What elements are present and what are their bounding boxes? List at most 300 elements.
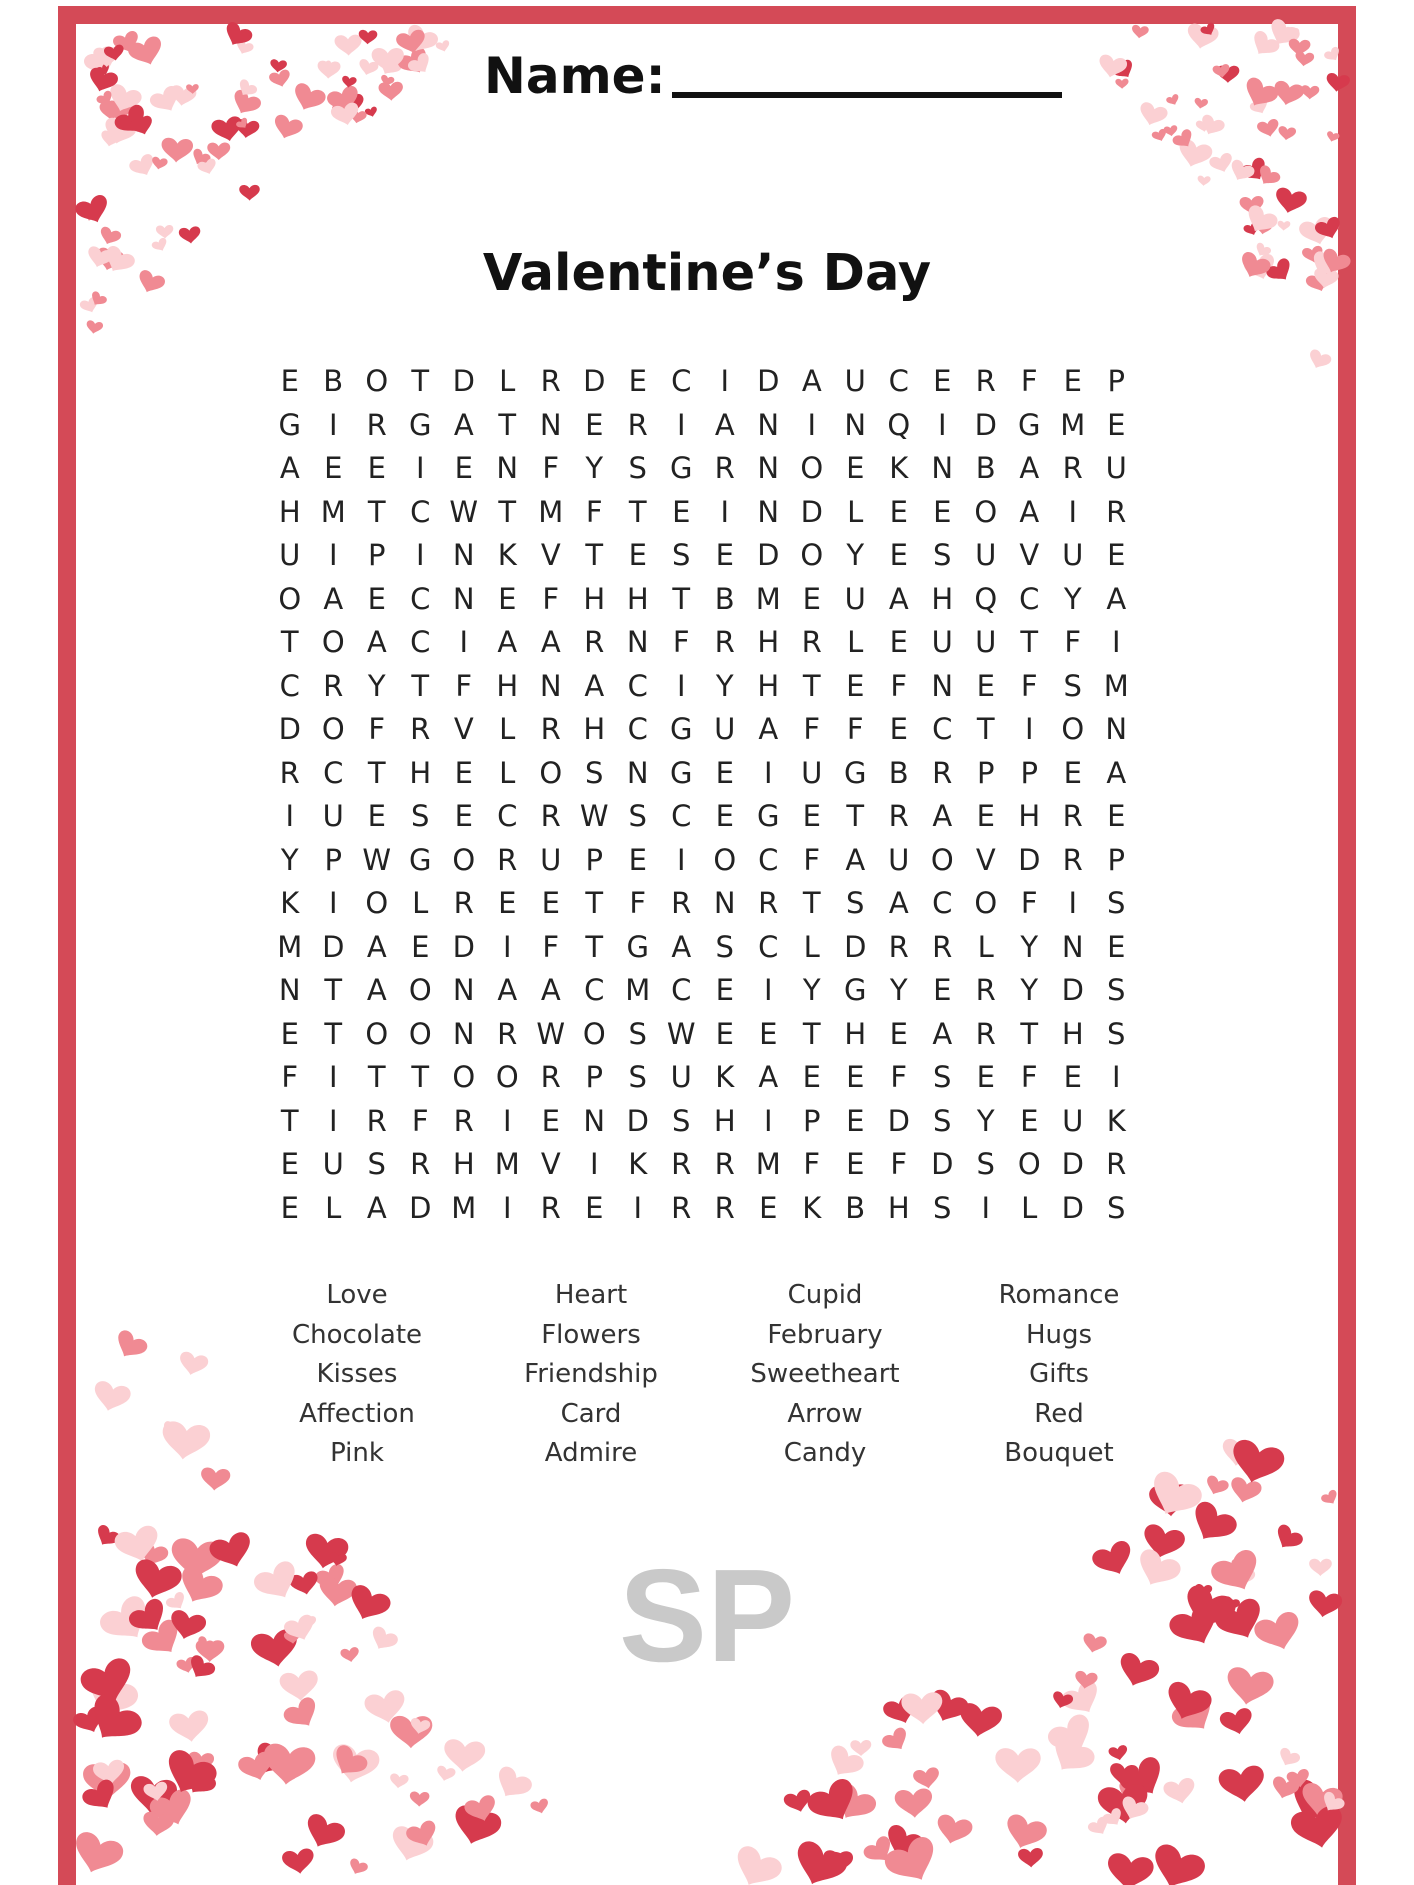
grid-letter[interactable]: E bbox=[933, 494, 952, 529]
grid-letter[interactable]: L bbox=[412, 886, 429, 920]
grid-letter[interactable]: F bbox=[585, 494, 603, 529]
grid-letter[interactable]: M bbox=[625, 973, 651, 1007]
grid-letter[interactable]: T bbox=[498, 407, 517, 442]
grid-letter[interactable]: F bbox=[1020, 668, 1038, 703]
grid-letter[interactable]: F bbox=[803, 1147, 821, 1181]
grid-letter[interactable]: T bbox=[498, 494, 517, 529]
grid-letter[interactable]: R bbox=[671, 1190, 692, 1225]
grid-letter[interactable]: I bbox=[633, 1190, 643, 1225]
grid-letter[interactable]: R bbox=[1062, 799, 1083, 833]
grid-letter[interactable]: S bbox=[1107, 1016, 1126, 1051]
grid-letter[interactable]: E bbox=[628, 364, 647, 398]
grid-letter[interactable]: S bbox=[672, 538, 691, 572]
grid-letter[interactable]: U bbox=[322, 799, 344, 833]
grid-letter[interactable]: E bbox=[715, 538, 734, 572]
grid-letter[interactable]: E bbox=[367, 451, 386, 485]
grid-letter[interactable]: I bbox=[589, 1147, 599, 1181]
grid-letter[interactable]: G bbox=[626, 929, 649, 964]
grid-letter[interactable]: E bbox=[1063, 1060, 1082, 1094]
grid-letter[interactable]: B bbox=[975, 451, 996, 485]
grid-letter[interactable]: U bbox=[714, 712, 736, 746]
grid-letter[interactable]: N bbox=[539, 407, 562, 442]
grid-letter[interactable]: A bbox=[845, 842, 866, 877]
grid-letter[interactable]: U bbox=[1062, 1103, 1084, 1138]
grid-letter[interactable]: L bbox=[1021, 1190, 1038, 1225]
grid-letter[interactable]: A bbox=[323, 581, 344, 616]
grid-letter[interactable]: K bbox=[628, 1147, 648, 1181]
grid-letter[interactable]: C bbox=[627, 668, 648, 703]
grid-letter[interactable]: A bbox=[366, 929, 387, 964]
grid-letter[interactable]: G bbox=[757, 799, 780, 833]
grid-letter[interactable]: D bbox=[887, 1103, 910, 1138]
grid-letter[interactable]: V bbox=[540, 1147, 561, 1181]
grid-letter[interactable]: Y bbox=[367, 668, 386, 703]
grid-letter[interactable]: A bbox=[888, 581, 909, 616]
grid-letter[interactable]: C bbox=[671, 799, 692, 833]
grid-letter[interactable]: E bbox=[280, 1147, 299, 1181]
grid-letter[interactable]: E bbox=[933, 973, 952, 1007]
grid-letter[interactable]: I bbox=[415, 451, 425, 485]
grid-letter[interactable]: L bbox=[847, 494, 864, 529]
grid-letter[interactable]: N bbox=[583, 1103, 606, 1138]
grid-letter[interactable]: S bbox=[846, 886, 865, 920]
grid-letter[interactable]: G bbox=[670, 755, 693, 790]
grid-letter[interactable]: R bbox=[1062, 842, 1083, 877]
grid-letter[interactable]: N bbox=[713, 886, 736, 920]
grid-letter[interactable]: V bbox=[540, 538, 561, 572]
grid-letter[interactable]: E bbox=[846, 668, 865, 703]
grid-letter[interactable]: G bbox=[409, 407, 432, 442]
grid-letter[interactable]: Q bbox=[887, 407, 911, 442]
grid-letter[interactable]: S bbox=[1107, 1190, 1126, 1225]
grid-letter[interactable]: E bbox=[715, 973, 734, 1007]
grid-letter[interactable]: U bbox=[844, 581, 866, 616]
grid-letter[interactable]: K bbox=[497, 538, 517, 572]
grid-letter[interactable]: S bbox=[628, 451, 647, 485]
grid-letter[interactable]: E bbox=[802, 581, 821, 616]
grid-letter[interactable]: N bbox=[452, 1016, 475, 1051]
grid-letter[interactable]: E bbox=[367, 799, 386, 833]
grid-letter[interactable]: E bbox=[280, 364, 299, 398]
grid-letter[interactable]: R bbox=[714, 625, 735, 659]
grid-letter[interactable]: E bbox=[1107, 929, 1126, 964]
grid-letter[interactable]: S bbox=[367, 1147, 386, 1181]
grid-letter[interactable]: C bbox=[932, 712, 953, 746]
grid-letter[interactable]: Y bbox=[976, 1103, 995, 1138]
grid-letter[interactable]: R bbox=[714, 1147, 735, 1181]
grid-letter[interactable]: T bbox=[628, 494, 647, 529]
grid-letter[interactable]: S bbox=[933, 538, 952, 572]
grid-letter[interactable]: I bbox=[502, 929, 512, 964]
grid-letter[interactable]: U bbox=[1062, 538, 1084, 572]
grid-letter[interactable]: Y bbox=[1020, 973, 1039, 1007]
grid-letter[interactable]: C bbox=[758, 842, 779, 877]
grid-letter[interactable]: D bbox=[1061, 1147, 1084, 1181]
grid-letter[interactable]: U bbox=[279, 538, 301, 572]
grid-letter[interactable]: P bbox=[1020, 755, 1038, 790]
grid-letter[interactable]: V bbox=[453, 712, 474, 746]
grid-letter[interactable]: R bbox=[453, 886, 474, 920]
grid-letter[interactable]: A bbox=[671, 929, 692, 964]
grid-letter[interactable]: C bbox=[932, 886, 953, 920]
grid-letter[interactable]: C bbox=[410, 494, 431, 529]
grid-letter[interactable]: D bbox=[452, 364, 475, 398]
grid-letter[interactable]: R bbox=[1106, 494, 1127, 529]
grid-letter[interactable]: N bbox=[278, 973, 301, 1007]
grid-letter[interactable]: F bbox=[542, 581, 560, 616]
grid-letter[interactable]: T bbox=[411, 668, 430, 703]
grid-letter[interactable]: E bbox=[280, 1016, 299, 1051]
grid-letter[interactable]: A bbox=[366, 973, 387, 1007]
grid-letter[interactable]: R bbox=[932, 929, 953, 964]
grid-letter[interactable]: R bbox=[671, 1147, 692, 1181]
grid-letter[interactable]: R bbox=[1106, 1147, 1127, 1181]
grid-letter[interactable]: S bbox=[1107, 886, 1126, 920]
grid-letter[interactable]: C bbox=[410, 581, 431, 616]
grid-letter[interactable]: U bbox=[975, 625, 997, 659]
grid-letter[interactable]: K bbox=[280, 886, 300, 920]
grid-letter[interactable]: S bbox=[411, 799, 430, 833]
grid-letter[interactable]: R bbox=[975, 973, 996, 1007]
grid-letter[interactable]: H bbox=[583, 712, 606, 746]
grid-letter[interactable]: C bbox=[1019, 581, 1040, 616]
grid-letter[interactable]: E bbox=[585, 1190, 604, 1225]
grid-letter[interactable]: E bbox=[1020, 1103, 1039, 1138]
grid-letter[interactable]: A bbox=[1019, 494, 1040, 529]
grid-letter[interactable]: I bbox=[328, 1060, 338, 1094]
grid-letter[interactable]: F bbox=[803, 712, 821, 746]
grid-letter[interactable]: F bbox=[281, 1060, 299, 1094]
grid-letter[interactable]: S bbox=[628, 799, 647, 833]
grid-letter[interactable]: D bbox=[974, 407, 997, 442]
grid-letter[interactable]: E bbox=[585, 407, 604, 442]
grid-letter[interactable]: I bbox=[763, 755, 773, 790]
grid-letter[interactable]: G bbox=[409, 842, 432, 877]
grid-letter[interactable]: U bbox=[540, 842, 562, 877]
grid-letter[interactable]: O bbox=[321, 712, 345, 746]
grid-letter[interactable]: R bbox=[410, 1147, 431, 1181]
grid-letter[interactable]: I bbox=[502, 1103, 512, 1138]
grid-letter[interactable]: U bbox=[888, 842, 910, 877]
grid-letter[interactable]: B bbox=[714, 581, 735, 616]
grid-letter[interactable]: N bbox=[1105, 712, 1128, 746]
grid-letter[interactable]: N bbox=[539, 668, 562, 703]
grid-letter[interactable]: F bbox=[890, 1060, 908, 1094]
grid-letter[interactable]: H bbox=[757, 668, 780, 703]
grid-letter[interactable]: N bbox=[452, 973, 475, 1007]
grid-letter[interactable]: H bbox=[626, 581, 649, 616]
grid-letter[interactable]: H bbox=[1061, 1016, 1084, 1051]
grid-letter[interactable]: C bbox=[323, 755, 344, 790]
grid-letter[interactable]: D bbox=[278, 712, 301, 746]
grid-letter[interactable]: A bbox=[540, 973, 561, 1007]
grid-letter[interactable]: H bbox=[278, 494, 301, 529]
grid-letter[interactable]: S bbox=[672, 1103, 691, 1138]
grid-letter[interactable]: T bbox=[802, 668, 821, 703]
grid-letter[interactable]: I bbox=[763, 1103, 773, 1138]
grid-letter[interactable]: G bbox=[278, 407, 301, 442]
grid-letter[interactable]: R bbox=[888, 929, 909, 964]
grid-letter[interactable]: D bbox=[844, 929, 867, 964]
grid-letter[interactable]: T bbox=[324, 973, 343, 1007]
grid-letter[interactable]: R bbox=[714, 1190, 735, 1225]
grid-letter[interactable]: A bbox=[932, 799, 953, 833]
grid-letter[interactable]: I bbox=[1111, 625, 1121, 659]
grid-letter[interactable]: E bbox=[454, 451, 473, 485]
grid-letter[interactable]: Y bbox=[280, 842, 299, 877]
grid-letter[interactable]: O bbox=[321, 625, 345, 659]
grid-letter[interactable]: E bbox=[889, 538, 908, 572]
grid-letter[interactable]: A bbox=[497, 973, 518, 1007]
grid-letter[interactable]: I bbox=[1111, 1060, 1121, 1094]
grid-letter[interactable]: U bbox=[975, 538, 997, 572]
grid-letter[interactable]: O bbox=[539, 755, 563, 790]
grid-letter[interactable]: S bbox=[715, 929, 734, 964]
grid-letter[interactable]: D bbox=[1061, 1190, 1084, 1225]
grid-letter[interactable]: I bbox=[720, 494, 730, 529]
grid-letter[interactable]: L bbox=[977, 929, 994, 964]
grid-letter[interactable]: T bbox=[280, 625, 299, 659]
grid-letter[interactable]: W bbox=[362, 842, 392, 877]
grid-letter[interactable]: T bbox=[411, 1060, 430, 1094]
grid-letter[interactable]: O bbox=[365, 1016, 389, 1051]
grid-letter[interactable]: O bbox=[800, 538, 824, 572]
grid-letter[interactable]: D bbox=[800, 494, 823, 529]
grid-letter[interactable]: I bbox=[328, 1103, 338, 1138]
grid-letter[interactable]: L bbox=[499, 755, 516, 790]
grid-letter[interactable]: U bbox=[801, 755, 823, 790]
grid-letter[interactable]: G bbox=[1018, 407, 1041, 442]
grid-letter[interactable]: E bbox=[1063, 755, 1082, 790]
grid-letter[interactable]: I bbox=[676, 668, 686, 703]
grid-letter[interactable]: F bbox=[542, 929, 560, 964]
grid-letter[interactable]: E bbox=[846, 1147, 865, 1181]
grid-letter[interactable]: D bbox=[757, 364, 780, 398]
grid-letter[interactable]: H bbox=[931, 581, 954, 616]
grid-letter[interactable]: C bbox=[584, 973, 605, 1007]
grid-letter[interactable]: M bbox=[538, 494, 564, 529]
grid-letter[interactable]: U bbox=[1105, 451, 1127, 485]
grid-letter[interactable]: R bbox=[584, 625, 605, 659]
grid-letter[interactable]: R bbox=[540, 1190, 561, 1225]
grid-letter[interactable]: E bbox=[324, 451, 343, 485]
grid-letter[interactable]: C bbox=[410, 625, 431, 659]
grid-letter[interactable]: P bbox=[1107, 364, 1125, 398]
grid-letter[interactable]: W bbox=[666, 1016, 696, 1051]
grid-letter[interactable]: E bbox=[846, 1103, 865, 1138]
grid-letter[interactable]: Q bbox=[974, 581, 998, 616]
grid-letter[interactable]: N bbox=[931, 451, 954, 485]
grid-letter[interactable]: T bbox=[324, 1016, 343, 1051]
grid-letter[interactable]: K bbox=[715, 1060, 735, 1094]
grid-letter[interactable]: M bbox=[755, 1147, 781, 1181]
grid-letter[interactable]: N bbox=[452, 581, 475, 616]
grid-letter[interactable]: M bbox=[1103, 668, 1129, 703]
grid-letter[interactable]: T bbox=[585, 538, 604, 572]
grid-letter[interactable]: H bbox=[844, 1016, 867, 1051]
grid-letter[interactable]: O bbox=[452, 842, 476, 877]
grid-letter[interactable]: E bbox=[802, 799, 821, 833]
grid-letter[interactable]: G bbox=[844, 755, 867, 790]
grid-letter[interactable]: C bbox=[888, 364, 909, 398]
grid-letter[interactable]: Y bbox=[585, 451, 604, 485]
grid-letter[interactable]: O bbox=[930, 842, 954, 877]
grid-letter[interactable]: E bbox=[715, 1016, 734, 1051]
grid-letter[interactable]: B bbox=[323, 364, 344, 398]
grid-letter[interactable]: L bbox=[499, 364, 516, 398]
grid-letter[interactable]: T bbox=[367, 755, 386, 790]
grid-letter[interactable]: Y bbox=[715, 668, 734, 703]
grid-letter[interactable]: E bbox=[715, 755, 734, 790]
grid-letter[interactable]: D bbox=[452, 929, 475, 964]
grid-letter[interactable]: R bbox=[453, 1103, 474, 1138]
grid-letter[interactable]: Y bbox=[802, 973, 821, 1007]
grid-letter[interactable]: M bbox=[1060, 407, 1086, 442]
grid-letter[interactable]: U bbox=[322, 1147, 344, 1181]
grid-letter[interactable]: D bbox=[1061, 973, 1084, 1007]
grid-letter[interactable]: T bbox=[1020, 1016, 1039, 1051]
grid-letter[interactable]: E bbox=[411, 929, 430, 964]
grid-letter[interactable]: T bbox=[802, 1016, 821, 1051]
grid-letter[interactable]: O bbox=[582, 1016, 606, 1051]
grid-letter[interactable]: H bbox=[409, 755, 432, 790]
grid-letter[interactable]: A bbox=[714, 407, 735, 442]
grid-letter[interactable]: O bbox=[408, 1016, 432, 1051]
name-blank-line[interactable] bbox=[672, 92, 1062, 98]
grid-letter[interactable]: S bbox=[933, 1060, 952, 1094]
grid-letter[interactable]: S bbox=[628, 1060, 647, 1094]
grid-letter[interactable]: F bbox=[411, 1103, 429, 1138]
grid-letter[interactable]: O bbox=[974, 494, 998, 529]
grid-letter[interactable]: R bbox=[366, 407, 387, 442]
grid-letter[interactable]: N bbox=[844, 407, 867, 442]
grid-letter[interactable]: R bbox=[714, 451, 735, 485]
grid-letter[interactable]: C bbox=[758, 929, 779, 964]
grid-letter[interactable]: E bbox=[889, 1016, 908, 1051]
grid-letter[interactable]: S bbox=[1063, 668, 1082, 703]
grid-letter[interactable]: N bbox=[757, 451, 780, 485]
grid-letter[interactable]: Y bbox=[889, 973, 908, 1007]
grid-letter[interactable]: I bbox=[328, 538, 338, 572]
grid-letter[interactable]: O bbox=[365, 364, 389, 398]
grid-letter[interactable]: R bbox=[540, 712, 561, 746]
grid-letter[interactable]: E bbox=[889, 494, 908, 529]
grid-letter[interactable]: N bbox=[626, 755, 649, 790]
grid-letter[interactable]: R bbox=[627, 407, 648, 442]
grid-letter[interactable]: I bbox=[502, 1190, 512, 1225]
grid-letter[interactable]: H bbox=[757, 625, 780, 659]
grid-letter[interactable]: C bbox=[627, 712, 648, 746]
grid-letter[interactable]: T bbox=[367, 494, 386, 529]
grid-letter[interactable]: O bbox=[452, 1060, 476, 1094]
grid-letter[interactable]: A bbox=[758, 712, 779, 746]
grid-letter[interactable]: T bbox=[846, 799, 865, 833]
grid-letter[interactable]: E bbox=[1107, 799, 1126, 833]
grid-letter[interactable]: M bbox=[451, 1190, 477, 1225]
grid-letter[interactable]: U bbox=[844, 364, 866, 398]
grid-letter[interactable]: L bbox=[803, 929, 820, 964]
grid-letter[interactable]: D bbox=[931, 1147, 954, 1181]
grid-letter[interactable]: A bbox=[932, 1016, 953, 1051]
grid-letter[interactable]: A bbox=[758, 1060, 779, 1094]
grid-letter[interactable]: F bbox=[1064, 625, 1082, 659]
grid-letter[interactable]: N bbox=[757, 407, 780, 442]
grid-letter[interactable]: I bbox=[937, 407, 947, 442]
grid-letter[interactable]: I bbox=[981, 1190, 991, 1225]
grid-letter[interactable]: E bbox=[846, 1060, 865, 1094]
grid-letter[interactable]: I bbox=[459, 625, 469, 659]
grid-letter[interactable]: W bbox=[449, 494, 479, 529]
grid-letter[interactable]: E bbox=[498, 581, 517, 616]
grid-letter[interactable]: O bbox=[800, 451, 824, 485]
grid-letter[interactable]: A bbox=[1106, 581, 1127, 616]
grid-letter[interactable]: B bbox=[845, 1190, 866, 1225]
grid-letter[interactable]: D bbox=[322, 929, 345, 964]
grid-letter[interactable]: E bbox=[846, 451, 865, 485]
grid-letter[interactable]: F bbox=[890, 668, 908, 703]
grid-letter[interactable]: W bbox=[579, 799, 609, 833]
grid-letter[interactable]: I bbox=[763, 973, 773, 1007]
grid-letter[interactable]: E bbox=[1107, 407, 1126, 442]
grid-letter[interactable]: N bbox=[626, 625, 649, 659]
grid-letter[interactable]: T bbox=[802, 886, 821, 920]
grid-letter[interactable]: E bbox=[976, 799, 995, 833]
grid-letter[interactable]: P bbox=[368, 538, 386, 572]
grid-letter[interactable]: A bbox=[801, 364, 822, 398]
grid-letter[interactable]: L bbox=[499, 712, 516, 746]
grid-letter[interactable]: P bbox=[1107, 842, 1125, 877]
grid-letter[interactable]: T bbox=[585, 929, 604, 964]
grid-letter[interactable]: T bbox=[411, 364, 430, 398]
grid-letter[interactable]: R bbox=[975, 364, 996, 398]
grid-letter[interactable]: N bbox=[931, 668, 954, 703]
grid-letter[interactable]: Y bbox=[1063, 581, 1082, 616]
grid-letter[interactable]: A bbox=[366, 625, 387, 659]
grid-letter[interactable]: C bbox=[671, 973, 692, 1007]
grid-letter[interactable]: R bbox=[410, 712, 431, 746]
grid-letter[interactable]: P bbox=[585, 842, 603, 877]
grid-letter[interactable]: V bbox=[1019, 538, 1040, 572]
grid-letter[interactable]: A bbox=[584, 668, 605, 703]
grid-letter[interactable]: O bbox=[1017, 1147, 1041, 1181]
grid-letter[interactable]: Y bbox=[1020, 929, 1039, 964]
grid-letter[interactable]: K bbox=[1106, 1103, 1126, 1138]
grid-letter[interactable]: I bbox=[807, 407, 817, 442]
grid-letter[interactable]: C bbox=[497, 799, 518, 833]
grid-letter[interactable]: E bbox=[367, 581, 386, 616]
grid-letter[interactable]: F bbox=[455, 668, 473, 703]
grid-letter[interactable]: D bbox=[757, 538, 780, 572]
grid-letter[interactable]: T bbox=[280, 1103, 299, 1138]
grid-letter[interactable]: H bbox=[496, 668, 519, 703]
grid-letter[interactable]: H bbox=[583, 581, 606, 616]
grid-letter[interactable]: A bbox=[540, 625, 561, 659]
grid-letter[interactable]: E bbox=[715, 799, 734, 833]
grid-letter[interactable]: S bbox=[1107, 973, 1126, 1007]
grid-letter[interactable]: E bbox=[889, 712, 908, 746]
grid-letter[interactable]: E bbox=[498, 886, 517, 920]
grid-letter[interactable]: A bbox=[366, 1190, 387, 1225]
grid-letter[interactable]: E bbox=[454, 755, 473, 790]
grid-letter[interactable]: A bbox=[453, 407, 474, 442]
grid-letter[interactable]: F bbox=[846, 712, 864, 746]
grid-letter[interactable]: G bbox=[670, 451, 693, 485]
grid-letter[interactable]: M bbox=[755, 581, 781, 616]
grid-letter[interactable]: R bbox=[801, 625, 822, 659]
grid-letter[interactable]: I bbox=[1068, 886, 1078, 920]
grid-letter[interactable]: F bbox=[890, 1147, 908, 1181]
grid-letter[interactable]: G bbox=[844, 973, 867, 1007]
